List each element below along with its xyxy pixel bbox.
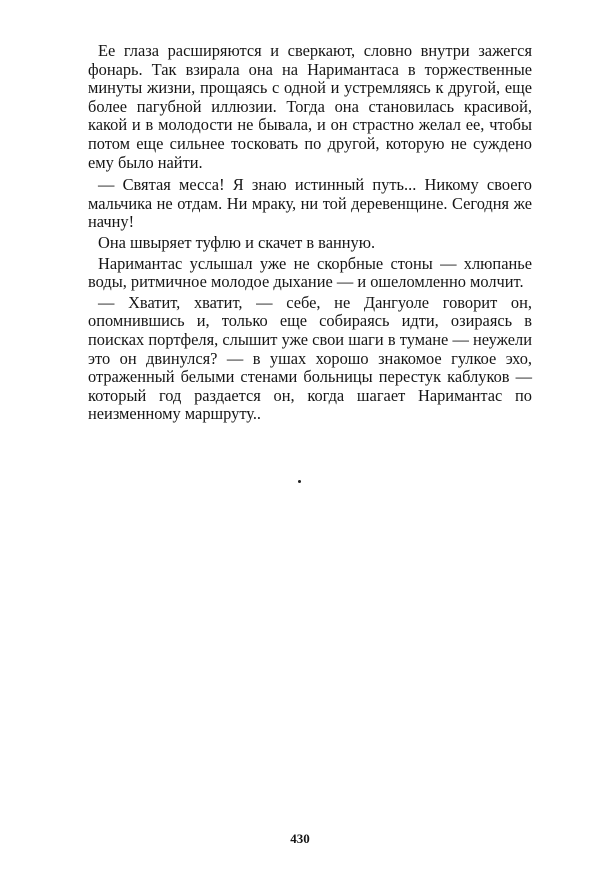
body-text bbox=[88, 42, 532, 426]
paragraph-3: Она швыряет туфлю и скачет в ванную. bbox=[98, 232, 376, 252]
paragraph-2: — Святая месса! Я знаю истинный путь... Никому своего мальчика не отдам. Ни мраку, ни той деревенщине. Сегодня же начну! bbox=[88, 175, 532, 232]
paragraph-1: Ее глаза расширяются и сверкают, словно внутри зажегся фонарь. Так взирала она на Наримантаса в торжественные минуты жизни, прощаясь с одной и устремляясь к другой, еще более пагубной иллюзии. Тогда она становилась красивой, какой и в молодости не бывала, и он страстно желал ее, чтобы потом еще сильнее тосковать по другой, которую не суждено ему было найти. bbox=[88, 41, 532, 172]
page-number: 430 bbox=[290, 831, 310, 846]
paragraph-5: — Хватит, хватит, — себе, не Дангуоле говорит он, опомнившись и, только еще собираясь идти, озираясь в поисках портфеля, слышит уже свои шаги в тумане — неужели это он двинулся? — в ушах хорошо знакомое гулкое эхо, отраженный белыми стенами больницы перестук каблуков — который год раздается он, когда шагает Наримантас по неизменному маршруту.. bbox=[88, 292, 532, 424]
section-mark bbox=[298, 480, 301, 483]
paragraph-4: Наримантас услышал уже не скорбные стоны — хлюпанье воды, ритмичное молодое дыхание — и ошеломленно молчит. bbox=[88, 253, 532, 292]
